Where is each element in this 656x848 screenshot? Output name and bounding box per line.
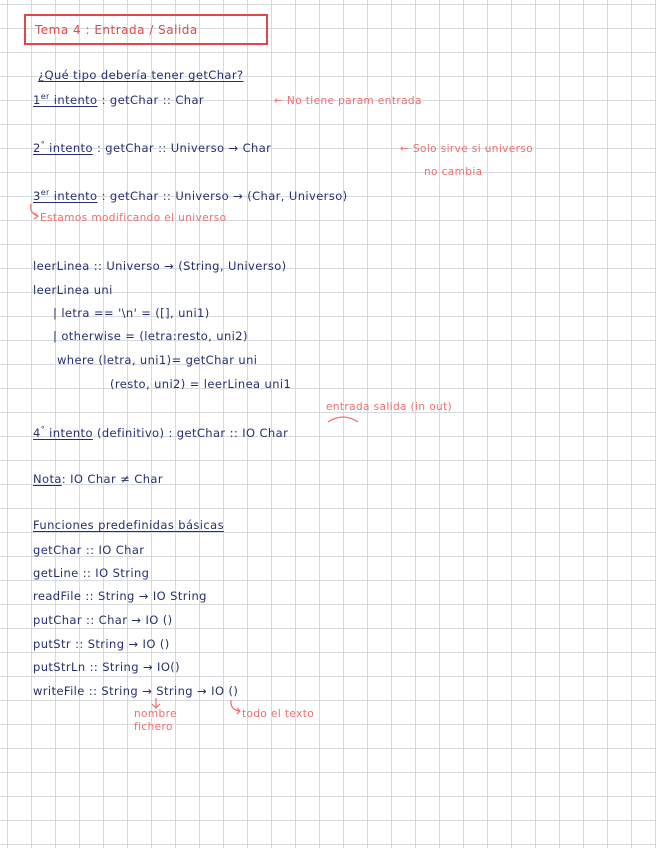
brace-mark xyxy=(326,414,360,424)
attempt-2-word: intento xyxy=(45,140,93,155)
attempt-2-note-line2: no cambia xyxy=(424,166,483,178)
attempt-1-sup: er xyxy=(40,92,50,101)
attempt-3-word: intento xyxy=(49,188,98,203)
attempt-1-note: ← No tiene param entrada xyxy=(274,95,422,107)
annotation-texto: todo el texto xyxy=(242,708,315,720)
attempt-2-code: : getChar :: Universo → Char xyxy=(96,140,272,155)
attempt-4-sup: ° xyxy=(40,425,46,434)
question-heading: ¿Qué tipo debería tener getChar? xyxy=(38,68,244,82)
attempt-3-number: 3 xyxy=(33,188,41,203)
function-item: getChar :: IO Char xyxy=(33,543,145,557)
code-line-1: leerLinea :: Universo → (String, Universo) xyxy=(33,259,287,273)
code-line-4: | otherwise = (letra:resto, uni2) xyxy=(53,329,248,343)
attempt-3-note: Estamos modificando el universo xyxy=(40,212,227,224)
attempt-4 xyxy=(33,425,288,440)
curved-arrow-icon xyxy=(26,204,40,222)
note-text: : IO Char ≠ Char xyxy=(61,472,163,486)
attempt-3-label xyxy=(33,189,98,203)
function-item: putStr :: String → IO () xyxy=(33,637,170,651)
code-line-2: leerLinea uni xyxy=(33,283,113,297)
attempt-4-number: 4 xyxy=(33,425,41,440)
attempt-1-number: 1 xyxy=(33,92,41,107)
attempt-2-label xyxy=(33,141,93,155)
function-item: putStrLn :: String → IO() xyxy=(33,660,181,674)
attempt-1-word: intento xyxy=(49,92,98,107)
attempt-1 xyxy=(33,92,204,107)
code-line-6: (resto, uni2) = leerLinea uni1 xyxy=(110,377,292,391)
attempt-3-code: : getChar :: Universo → (Char, Universo) xyxy=(101,188,348,203)
annotation-nombre: nombre xyxy=(134,708,177,720)
attempt-1-code: : getChar :: Char xyxy=(101,92,205,107)
function-item: writeFile :: String → String → IO () xyxy=(33,684,239,698)
attempt-1-label xyxy=(33,93,98,107)
attempt-2-sup: ° xyxy=(40,140,46,149)
note-line xyxy=(33,472,163,486)
function-item: readFile :: String → IO String xyxy=(33,589,207,603)
annotation-fichero: fichero xyxy=(134,721,173,733)
code-line-5: where (letra, uni1)= getChar uni xyxy=(57,353,258,367)
attempt-2 xyxy=(33,140,271,155)
attempt-4-paren: (definitivo) xyxy=(92,425,165,440)
attempt-3-sup: er xyxy=(40,188,50,197)
functions-heading: Funciones predefinidas básicas xyxy=(33,518,224,532)
attempt-4-annotation: entrada salida (in out) xyxy=(326,401,453,413)
page-title xyxy=(24,14,268,45)
attempt-2-note-line1: ← Solo sirve si universo xyxy=(400,143,534,155)
attempt-3 xyxy=(33,188,348,203)
attempt-4-label xyxy=(33,426,93,440)
page-title-text: Tema 4 : Entrada / Salida xyxy=(35,22,198,37)
attempt-4-code: : getChar :: IO Char xyxy=(168,425,289,440)
attempt-4-word: intento xyxy=(45,425,93,440)
attempt-2-number: 2 xyxy=(33,140,41,155)
function-item: getLine :: IO String xyxy=(33,566,150,580)
code-line-3: | letra == '\n' = ([], uni1) xyxy=(53,306,210,320)
note-label: Nota xyxy=(33,472,62,486)
function-item: putChar :: Char → IO () xyxy=(33,613,173,627)
